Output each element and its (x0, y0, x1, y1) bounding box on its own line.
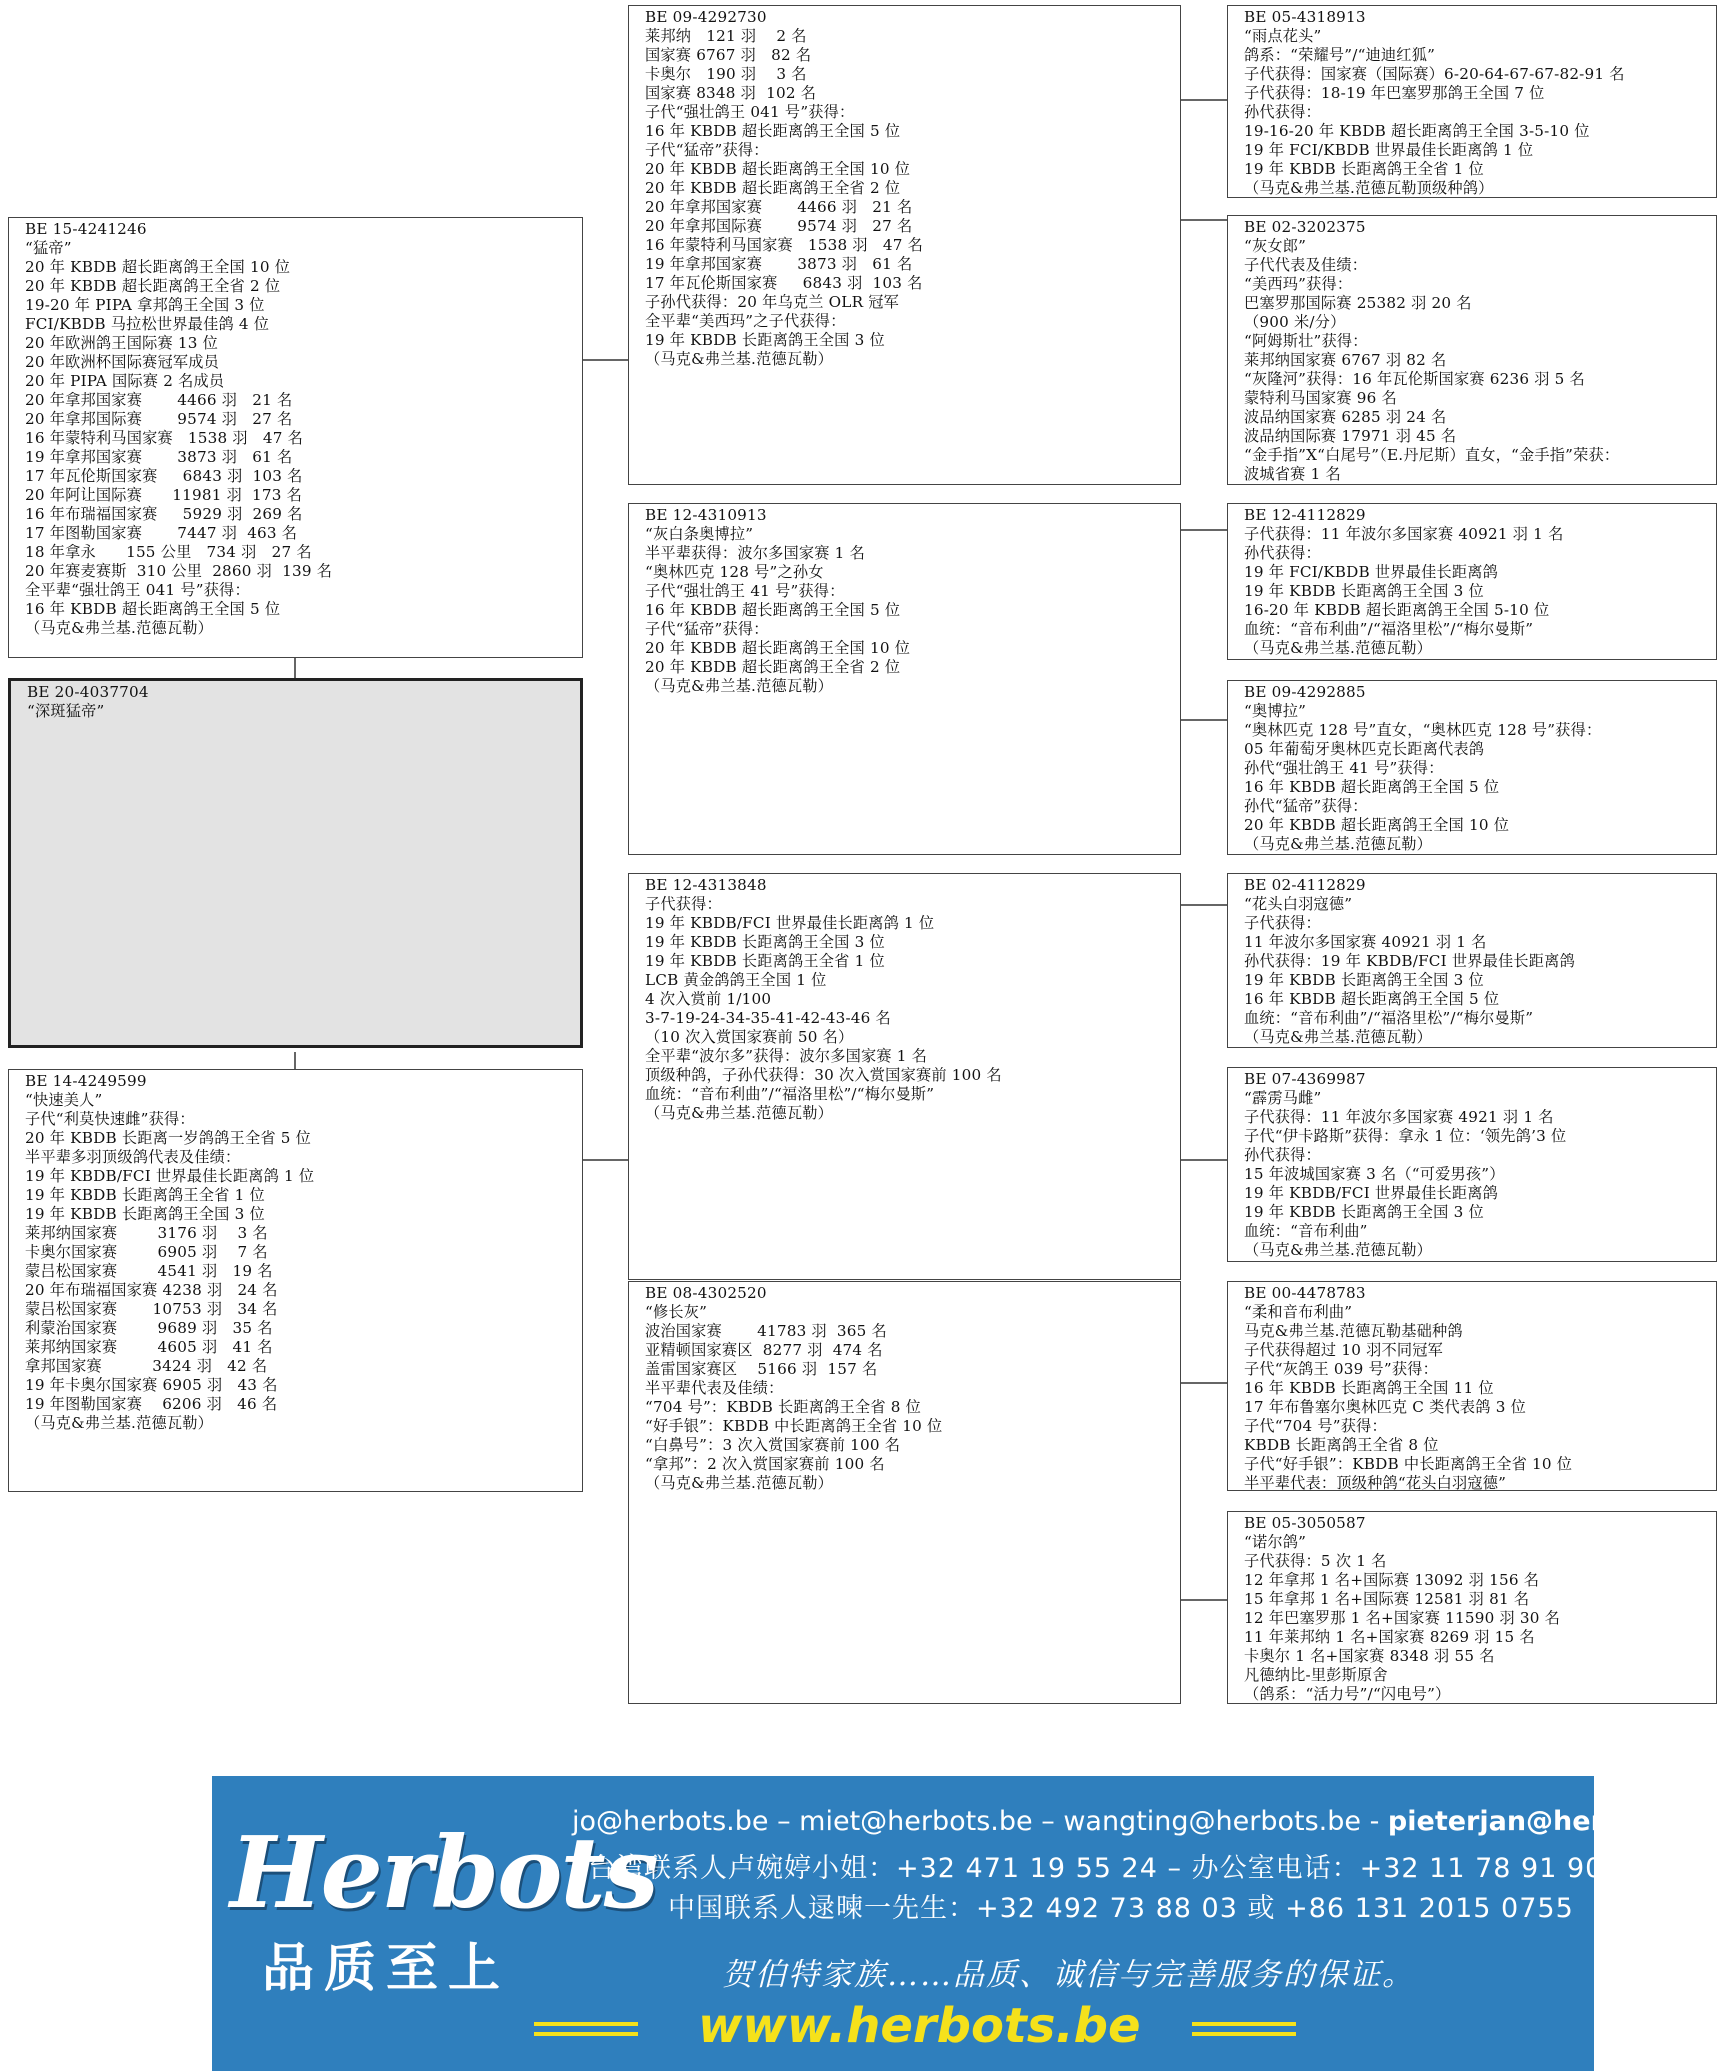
card-line: “好手银”：KBDB 中长距离鸽王全省 10 位 (645, 1417, 943, 1435)
ggparent-6-card (1227, 1067, 1717, 1262)
card-line: 孙代获得： (1244, 1146, 1321, 1164)
card-line: 半平辈代表及佳绩： (645, 1379, 784, 1397)
card-line: 子代获得：5 次 1 名 (1244, 1552, 1387, 1570)
card-line: 子代“强壮鸽王 41 号”获得： (645, 582, 845, 600)
card-line: 16 年 KBDB 长距离鸽王全国 11 位 (1244, 1379, 1494, 1397)
card-line: 16 年 KBDB 超长距离鸽王全国 5 位 (645, 122, 901, 140)
card-line: 子代“好手银”：KBDB 中长距离鸽王全省 10 位 (1244, 1455, 1573, 1473)
ggparent-8-card (1227, 1511, 1717, 1704)
card-line: LCB 黄金鸽鸽王全国 1 位 (645, 971, 827, 989)
card-line: 孙代获得： (1244, 544, 1321, 562)
card-line: “猛帝” (25, 239, 72, 257)
card-line: BE 12-4313848 (645, 876, 767, 894)
footer-banner (212, 1776, 1719, 2071)
card-line: 鸽系：“荣耀号”/“迪迪红狐” (1244, 46, 1436, 64)
card-line: “白鼻号”：3 次入赏国家赛前 100 名 (645, 1436, 901, 1454)
card-line: 20 年 PIPA 国际赛 2 名成员 (25, 372, 225, 390)
ggparent-6-text (1244, 1070, 1566, 1260)
card-line: BE 14-4249599 (25, 1072, 147, 1090)
email-miet[interactable]: miet@herbots.be (799, 1806, 1033, 1837)
card-line: 4 次入赏前 1/100 (645, 990, 772, 1008)
ggparent-2-text (1244, 218, 1619, 484)
ggparent-4-text (1244, 683, 1601, 854)
card-line: 19 年 KBDB 长距离鸽王全省 1 位 (645, 952, 885, 970)
card-line: 子代“灰鸽王 039 号”获得： (1244, 1360, 1439, 1378)
card-line: 马克&弗兰基.范德瓦勒基础种鸽 (1244, 1322, 1463, 1340)
card-line: （马克&弗兰基.范德瓦勒） (25, 619, 214, 637)
card-line: （马克&弗兰基.范德瓦勒） (645, 677, 834, 695)
ggparent-8-text (1244, 1514, 1560, 1704)
dam-card (8, 1069, 583, 1492)
card-line: “快速美人” (25, 1091, 103, 1109)
card-line: 半平辈多羽顶级鸽代表及佳绩： (25, 1148, 241, 1166)
card-line: 全平辈“波尔多”获得：波尔多国家赛 1 名 (645, 1047, 928, 1065)
card-line: 19 年 KBDB 长距离鸽王全省 1 位 (1244, 160, 1484, 178)
card-line: 20 年拿邦国际赛 9574 羽 27 名 (25, 410, 293, 428)
email-jo[interactable]: jo@herbots.be (572, 1806, 769, 1837)
card-line: 卡奥尔 1 名+国家赛 8348 羽 55 名 (1244, 1647, 1495, 1665)
card-line: 17 年瓦伦斯国家赛 6843 羽 103 名 (645, 274, 923, 292)
card-line: KBDB 长距离鸽王全省 8 位 (1244, 1436, 1439, 1454)
card-line: 蒙吕松国家赛 4541 羽 19 名 (25, 1262, 273, 1280)
card-line: 18 年拿永 155 公里 734 羽 27 名 (25, 543, 312, 561)
decorative-dash-right (1192, 2022, 1296, 2026)
card-line: 11 年莱邦纳 1 名+国家赛 8269 羽 15 名 (1244, 1628, 1535, 1646)
card-line: BE 12-4310913 (645, 506, 767, 524)
card-line: BE 02-3202375 (1244, 218, 1366, 236)
card-line: 19 年 KBDB 长距离鸽王全国 3 位 (1244, 582, 1484, 600)
card-line: 20 年阿让国际赛 11981 羽 173 名 (25, 486, 303, 504)
card-line: （马克&弗兰基.范德瓦勒） (1244, 1241, 1433, 1259)
card-line: 16 年蒙特利马国家赛 1538 羽 47 名 (25, 429, 304, 447)
card-line: 20 年 KBDB 超长距离鸽王全国 10 位 (645, 160, 911, 178)
card-line: 波治国家赛 41783 羽 365 名 (645, 1322, 887, 1340)
card-line: 盖雷国家赛区 5166 羽 157 名 (645, 1360, 878, 1378)
card-line: 20 年拿邦国际赛 9574 羽 27 名 (645, 217, 913, 235)
card-line: 20 年 KBDB 超长距离鸽王全省 2 位 (645, 658, 901, 676)
dam-text (25, 1072, 314, 1433)
card-line: 半平辈代表：顶级种鸽“花头白羽寇德” (1244, 1474, 1507, 1492)
card-line: BE 09-4292885 (1244, 683, 1366, 701)
card-line: 19 年 KBDB/FCI 世界最佳长距离鸽 1 位 (25, 1167, 315, 1185)
card-line: （马克&弗兰基.范德瓦勒） (645, 1104, 834, 1122)
card-line: （马克&弗兰基.范德瓦勒） (1244, 639, 1433, 657)
maternal-granddam-text (645, 1284, 942, 1493)
card-line: 19 年卡奥尔国家赛 6905 羽 43 名 (25, 1376, 278, 1394)
email-separator: – (768, 1806, 800, 1837)
paternal-granddam-card (628, 503, 1181, 855)
card-line: （马克&弗兰基.范德瓦勒） (25, 1414, 214, 1432)
card-line: 血统：“音布利曲”/“福洛里松”/“梅尔曼斯” (1244, 1009, 1534, 1027)
card-line: 子代获得超过 10 羽不同冠军 (1244, 1341, 1444, 1359)
email-separator: – (1032, 1806, 1064, 1837)
card-line: 子代获得： (645, 895, 722, 913)
email-separator: - (1361, 1806, 1388, 1837)
card-line: 孙代“强壮鸽王 41 号”获得： (1244, 759, 1444, 777)
card-line: 国家赛 6767 羽 82 名 (645, 46, 812, 64)
card-line: 15 年拿邦 1 名+国际赛 12581 羽 81 名 (1244, 1590, 1530, 1608)
card-line: 05 年葡萄牙奥林匹克长距离代表鸽 (1244, 740, 1485, 758)
card-line: 国家赛 8348 羽 102 名 (645, 84, 817, 102)
card-line: 20 年拿邦国家赛 4466 羽 21 名 (25, 391, 293, 409)
card-line: 子代获得：国家赛（国际赛）6-20-64-67-67-82-91 名 (1244, 65, 1625, 83)
card-line: （900 米/分） (1244, 313, 1346, 331)
card-line: “灰隆河”获得：16 年瓦伦斯国家赛 6236 羽 5 名 (1244, 370, 1585, 388)
card-line: “诺尔鸽” (1244, 1533, 1307, 1551)
ggparent-7-text (1244, 1284, 1572, 1493)
card-line: “阿姆斯壮”获得： (1244, 332, 1368, 350)
card-line: 子代“强壮鸽王 041 号”获得： (645, 103, 855, 121)
card-line: 15 年波城国家赛 3 名（“可爱男孩”） (1244, 1165, 1505, 1183)
card-line: 顶级种鸽，子孙代获得：30 次入赏国家赛前 100 名 (645, 1066, 1002, 1084)
card-line: “奥林匹克 128 号”直女，“奥林匹克 128 号”获得： (1244, 721, 1602, 739)
china-contact: 中国联系人逯暕一先生：+32 492 73 88 03 或 +86 131 2015 0755 (668, 1893, 1574, 1924)
card-line: “灰白条奥博拉” (645, 525, 754, 543)
card-line: “深斑猛帝” (27, 702, 105, 720)
card-line: 17 年布鲁塞尔奥林匹克 C 类代表鸽 3 位 (1244, 1398, 1526, 1416)
ggparent-3-card (1227, 503, 1717, 660)
card-line: 莱邦纳国家赛 3176 羽 3 名 (25, 1224, 268, 1242)
ggparent-2-card (1227, 215, 1717, 485)
card-line: （马克&弗兰基.范德瓦勒） (645, 350, 834, 368)
subject-text (27, 683, 149, 721)
card-line: BE 08-4302520 (645, 1284, 767, 1302)
card-line: 19 年 FCI/KBDB 世界最佳长距离鸽 (1244, 563, 1499, 581)
card-line: 19 年拿邦国家赛 3873 羽 61 名 (645, 255, 913, 273)
card-line: 卡奥尔国家赛 6905 羽 7 名 (25, 1243, 268, 1261)
card-line: 波品纳国家赛 6285 羽 24 名 (1244, 408, 1447, 426)
card-line: 20 年 KBDB 超长距离鸽王全省 2 位 (645, 179, 901, 197)
card-line: “灰女郎” (1244, 237, 1307, 255)
card-line: “704 号”：KBDB 长距离鸽王全省 8 位 (645, 1398, 922, 1416)
card-line: 16 年 KBDB 超长距离鸽王全国 5 位 (1244, 990, 1500, 1008)
card-line: 全平辈“美西玛”之子代获得： (645, 312, 846, 330)
card-line: 19 年拿邦国家赛 3873 羽 61 名 (25, 448, 293, 466)
card-line: 波品纳国际赛 17971 羽 45 名 (1244, 427, 1457, 445)
card-line: （10 次入赏国家赛前 50 名） (645, 1028, 854, 1046)
card-line: BE 20-4037704 (27, 683, 149, 701)
card-line: 20 年 KBDB 长距离一岁鸽鸽王全省 5 位 (25, 1129, 312, 1147)
website-link[interactable]: www.herbots.be (698, 1998, 1141, 2054)
card-line: 子代获得： (1244, 914, 1321, 932)
card-line: BE 05-4318913 (1244, 8, 1366, 26)
card-line: “花头白羽寇德” (1244, 895, 1353, 913)
card-line: 20 年 KBDB 超长距离鸽王全国 10 位 (1244, 816, 1510, 834)
card-line: “修长灰” (645, 1303, 708, 1321)
card-line: 子代“猛帝”获得： (645, 620, 769, 638)
decorative-dash-left (534, 2022, 638, 2026)
card-line: “奥博拉” (1244, 702, 1307, 720)
card-line: BE 07-4369987 (1244, 1070, 1366, 1088)
card-line: 全平辈“强壮鸽王 041 号”获得： (25, 581, 250, 599)
slogan: 贺伯特家族……品质、诚信与完善服务的保证。 (722, 1957, 1415, 1993)
ggparent-7-card (1227, 1281, 1717, 1491)
card-line: BE 12-4112829 (1244, 506, 1366, 524)
card-line: BE 00-4478783 (1244, 1284, 1366, 1302)
card-line: 凡德纳比-里彭斯原舍 (1244, 1666, 1388, 1684)
card-line: 子孙代获得：20 年乌克兰 OLR 冠军 (645, 293, 900, 311)
card-line: BE 02-4112829 (1244, 876, 1366, 894)
ggparent-5-card (1227, 873, 1717, 1048)
card-line: “拿邦”：2 次入赏国家赛前 100 名 (645, 1455, 885, 1473)
decorative-dash-right (1192, 2032, 1296, 2036)
card-line: 17 年瓦伦斯国家赛 6843 羽 103 名 (25, 467, 303, 485)
tagline: 品质至上 (262, 1939, 511, 1999)
card-line: （马克&弗兰基.范德瓦勒） (645, 1474, 834, 1492)
card-line: 子代“伊卡路斯”获得：拿永 1 位：‘领先鸽’3 位 (1244, 1127, 1567, 1145)
card-line: 16-20 年 KBDB 超长距离鸽王全国 5-10 位 (1244, 601, 1550, 619)
card-line: 16 年蒙特利马国家赛 1538 羽 47 名 (645, 236, 924, 254)
card-line: 半平辈获得：波尔多国家赛 1 名 (645, 544, 865, 562)
card-line: 巴塞罗那国际赛 25382 羽 20 名 (1244, 294, 1472, 312)
card-line: “雨点花头” (1244, 27, 1322, 45)
card-line: 19 年图勒国家赛 6206 羽 46 名 (25, 1395, 278, 1413)
sire-text (25, 220, 332, 638)
card-line: BE 05-3050587 (1244, 1514, 1366, 1532)
card-line: 20 年布瑞福国家赛 4238 羽 24 名 (25, 1281, 278, 1299)
card-line: 子代获得：18-19 年巴塞罗那鸽王全国 7 位 (1244, 84, 1545, 102)
decorative-dash-left (534, 2032, 638, 2036)
ggparent-4-card (1227, 680, 1717, 855)
card-line: “奥林匹克 128 号”之孙女 (645, 563, 824, 581)
card-line: 19 年 FCI/KBDB 世界最佳长距离鸽 1 位 (1244, 141, 1534, 159)
paternal-grandsire-card (628, 5, 1181, 485)
card-line: 3-7-19-24-34-35-41-42-43-46 名 (645, 1009, 891, 1027)
card-line: 子代“704 号”获得： (1244, 1417, 1387, 1435)
card-line: 16 年 KBDB 超长距离鸽王全国 5 位 (1244, 778, 1500, 796)
card-line: 子代获得：11 年波尔多国家赛 4921 羽 1 名 (1244, 1108, 1554, 1126)
card-line: 19 年 KBDB 长距离鸽王全国 3 位 (25, 1205, 265, 1223)
card-line: 血统：“音布利曲”/“福洛里松”/“梅尔曼斯” (1244, 620, 1534, 638)
card-line: 19-16-20 年 KBDB 超长距离鸽王全国 3-5-10 位 (1244, 122, 1590, 140)
card-line: （鸽系：“活力号”/“闪电号”） (1244, 1685, 1451, 1703)
card-line: 亚精顿国家赛区 8277 羽 474 名 (645, 1341, 883, 1359)
card-line: FCI/KBDB 马拉松世界最佳鸽 4 位 (25, 315, 270, 333)
email-pieterjan[interactable]: pieterjan@herbots.be (1387, 1806, 1719, 1837)
card-line: “柔和音布利曲” (1244, 1303, 1353, 1321)
card-line: 孙代获得：19 年 KBDB/FCI 世界最佳长距离鸽 (1244, 952, 1575, 970)
card-line: 19 年 KBDB 长距离鸽王全省 1 位 (25, 1186, 265, 1204)
taiwan-contact: 台湾联系人卢婉婷小姐：+32 471 19 55 24 – 办公室电话：+32 11 78 91 90 (588, 1853, 1604, 1884)
card-line: 子代“猛帝”获得： (645, 141, 769, 159)
ggparent-1-text (1244, 8, 1625, 198)
card-line: BE 15-4241246 (25, 220, 147, 238)
card-line: 16 年布瑞福国家赛 5929 羽 269 名 (25, 505, 303, 523)
paternal-granddam-text (645, 506, 910, 696)
card-line: 20 年赛麦赛斯 310 公里 2860 羽 139 名 (25, 562, 333, 580)
email-line (572, 1806, 1719, 1837)
card-line: 蒙吕松国家赛 10753 羽 34 名 (25, 1300, 278, 1318)
card-line: 16 年 KBDB 超长距离鸽王全国 5 位 (25, 600, 281, 618)
card-line: 莱邦纳国家赛 6767 羽 82 名 (1244, 351, 1447, 369)
card-line: 19 年 KBDB/FCI 世界最佳长距离鸽 (1244, 1184, 1499, 1202)
subject-card (8, 678, 583, 1048)
card-line: 子代代表及佳绩： (1244, 256, 1368, 274)
card-line: 拿邦国家赛 3424 羽 42 名 (25, 1357, 268, 1375)
card-line: 20 年拿邦国家赛 4466 羽 21 名 (645, 198, 913, 216)
card-line: （马克&弗兰基.范德瓦勒） (1244, 835, 1433, 853)
herbots-logo: Herbots (230, 1816, 657, 1931)
card-line: 血统：“音布利曲”/“福洛里松”/“梅尔曼斯” (645, 1085, 935, 1103)
card-line: 子代获得：11 年波尔多国家赛 40921 羽 1 名 (1244, 525, 1564, 543)
maternal-grandsire-card (628, 873, 1181, 1280)
card-line: 19 年 KBDB 长距离鸽王全国 3 位 (645, 331, 885, 349)
ggparent-1-card (1227, 5, 1717, 198)
card-line: 血统：“音布利曲” (1244, 1222, 1368, 1240)
card-line: 19 年 KBDB 长距离鸽王全国 3 位 (645, 933, 885, 951)
card-line: “美西玛”获得： (1244, 275, 1353, 293)
card-line: 19 年 KBDB 长距离鸽王全国 3 位 (1244, 971, 1484, 989)
maternal-grandsire-text (645, 876, 1002, 1123)
card-line: BE 09-4292730 (645, 8, 767, 26)
email-wangting[interactable]: wangting@herbots.be (1063, 1806, 1361, 1837)
card-line: “金手指”X“白尾号”（E.丹尼斯）直女，“金手指”荣获： (1244, 446, 1620, 464)
card-line: 19 年 KBDB/FCI 世界最佳长距离鸽 1 位 (645, 914, 935, 932)
card-line: 卡奥尔 190 羽 3 名 (645, 65, 807, 83)
card-line: 19-20 年 PIPA 拿邦鸽王全国 3 位 (25, 296, 265, 314)
card-line: 莱邦纳 121 羽 2 名 (645, 27, 807, 45)
card-line: “霹雳马雌” (1244, 1089, 1322, 1107)
card-line: 17 年图勒国家赛 7447 羽 463 名 (25, 524, 298, 542)
paternal-grandsire-text (645, 8, 923, 369)
card-line: 利蒙治国家赛 9689 羽 35 名 (25, 1319, 273, 1337)
card-line: 12 年拿邦 1 名+国际赛 13092 羽 156 名 (1244, 1571, 1540, 1589)
card-line: 20 年 KBDB 超长距离鸽王全省 2 位 (25, 277, 281, 295)
card-line: 蒙特利马国家赛 96 名 (1244, 389, 1397, 407)
card-line: 11 年波尔多国家赛 40921 羽 1 名 (1244, 933, 1487, 951)
card-line: 子代“利莫快速雌”获得： (25, 1110, 195, 1128)
card-line: 12 年巴塞罗那 1 名+国家赛 11590 羽 30 名 (1244, 1609, 1561, 1627)
card-line: 16 年 KBDB 超长距离鸽王全国 5 位 (645, 601, 901, 619)
ggparent-5-text (1244, 876, 1575, 1047)
card-line: 孙代获得： (1244, 103, 1321, 121)
card-line: 20 年欧洲鸽王国际赛 13 位 (25, 334, 219, 352)
card-line: 孙代“猛帝”获得： (1244, 797, 1368, 815)
ggparent-3-text (1244, 506, 1563, 658)
card-line: 19 年 KBDB 长距离鸽王全国 3 位 (1244, 1203, 1484, 1221)
card-line: 20 年 KBDB 超长距离鸽王全国 10 位 (645, 639, 911, 657)
sire-card (8, 217, 583, 658)
maternal-granddam-card (628, 1281, 1181, 1704)
card-line: 莱邦纳国家赛 4605 羽 41 名 (25, 1338, 273, 1356)
card-line: 波城省赛 1 名 (1244, 465, 1341, 483)
card-line: （马克&弗兰基.范德瓦勒） (1244, 1028, 1433, 1046)
card-line: （马克&弗兰基.范德瓦勒顶级种鸽） (1244, 179, 1494, 197)
card-line: 20 年 KBDB 超长距离鸽王全国 10 位 (25, 258, 291, 276)
card-line: 20 年欧洲杯国际赛冠军成员 (25, 353, 220, 371)
